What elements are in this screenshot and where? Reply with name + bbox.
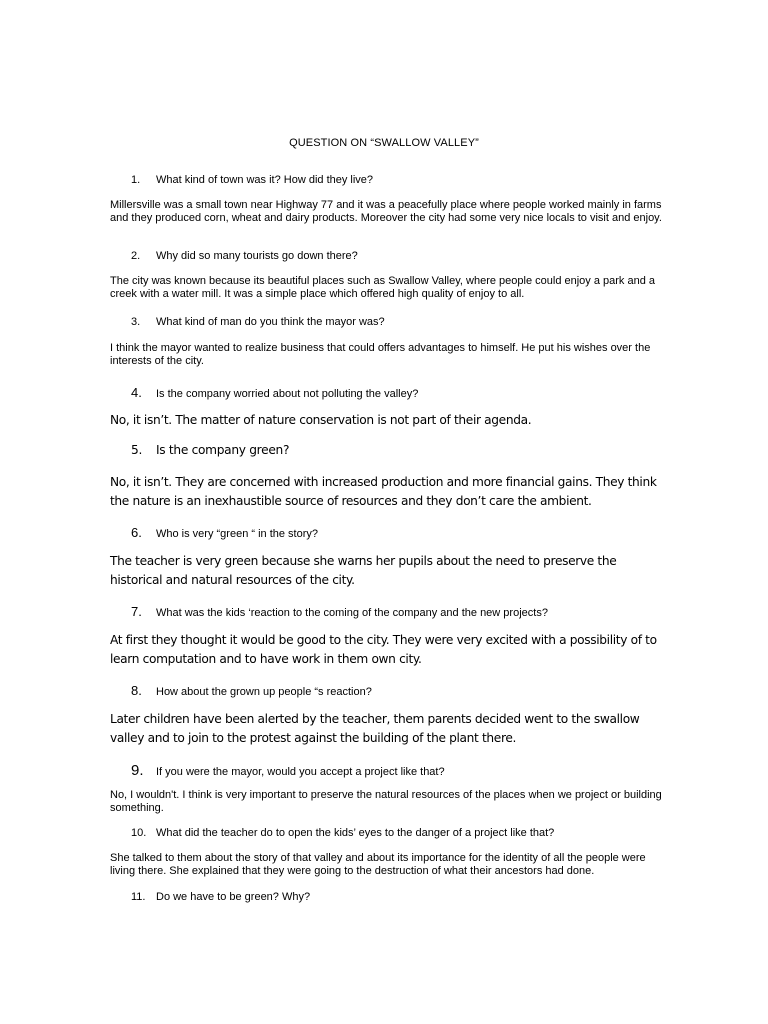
question-3 [131, 316, 385, 328]
question-number: 10. [131, 827, 147, 839]
question-text: Is the company green? [156, 443, 290, 457]
answer-1: Millersville was a small town near Highway 77 and it was a peacefully place where people worked mainly in farms and they produced corn, wheat and dairy products. Moreover the city had some very nice locals to visit and enjoy. [110, 199, 662, 224]
question-number: 3. [131, 316, 141, 328]
question-text: Who is very “green “ in the story? [156, 528, 319, 540]
question-11 [131, 891, 310, 903]
question-number: 8. [131, 683, 142, 698]
document-title: QUESTION ON “SWALLOW VALLEY” [289, 137, 479, 149]
question-text: If you were the mayor, would you accept a project like that? [156, 766, 445, 778]
question-text: What kind of town was it? How did they live? [156, 174, 374, 186]
question-4 [131, 385, 418, 400]
question-number: 6. [131, 525, 142, 540]
question-number: 7. [131, 604, 142, 619]
question-6 [131, 525, 318, 540]
question-text: How about the grown up people “s reaction? [156, 686, 372, 698]
question-number: 4. [131, 385, 142, 400]
answer-7: At first they thought it would be good to the city. They were very excited with a possibility of to learn computation and to have work in them own city. [110, 633, 657, 666]
answer-8: Later children have been alerted by the teacher, them parents decided went to the swallow valley and to join to the protest against the building of the plant there. [110, 712, 640, 745]
question-text: What did the teacher do to open the kids’ eyes to the danger of a project like that? [156, 827, 555, 839]
answer-3: I think the mayor wanted to realize business that could offers advantages to himself. He put his wishes over the interests of the city. [110, 342, 651, 367]
question-9 [131, 762, 445, 779]
answer-5: No, it isn’t. They are concerned with increased production and more financial gains. They think the nature is an inexhaustible source of resources and they don’t care the ambient. [110, 475, 657, 508]
answer-10: She talked to them about the story of that valley and about its importance for the identity of all the people were living there. She explained that they were going to the destruction of what their ancestors had done. [110, 852, 646, 877]
question-text: What kind of man do you think the mayor was? [156, 316, 385, 328]
question-8 [131, 683, 372, 698]
question-text: Do we have to be green? Why? [156, 891, 311, 903]
question-2 [131, 250, 358, 262]
answer-4: No, it isn’t. The matter of nature conservation is not part of their agenda. [110, 413, 532, 427]
question-number: 11. [131, 891, 146, 903]
question-number: 2. [131, 250, 141, 262]
question-number: 5. [131, 443, 143, 457]
question-1 [131, 174, 373, 186]
answer-2: The city was known because its beautiful places such as Swallow Valley, where people could enjoy a park and a creek with a water mill. It was a simple place which offered high quality of enjoy to all. [110, 275, 656, 300]
question-text: Why did so many tourists go down there? [156, 250, 358, 262]
question-text: Is the company worried about not polluting the valley? [156, 388, 419, 400]
question-7 [131, 604, 548, 619]
question-text: What was the kids ‘reaction to the coming of the company and the new projects? [156, 607, 548, 619]
answer-9: No, I wouldn't. I think is very important to preserve the natural resources of the places when we project or building something. [110, 789, 662, 814]
question-10 [131, 827, 554, 839]
answer-6: The teacher is very green because she warns her pupils about the need to preserve the historical and natural resources of the city. [110, 554, 617, 587]
question-number: 9. [131, 762, 144, 779]
question-number: 1. [131, 174, 141, 186]
question-5 [131, 443, 289, 457]
